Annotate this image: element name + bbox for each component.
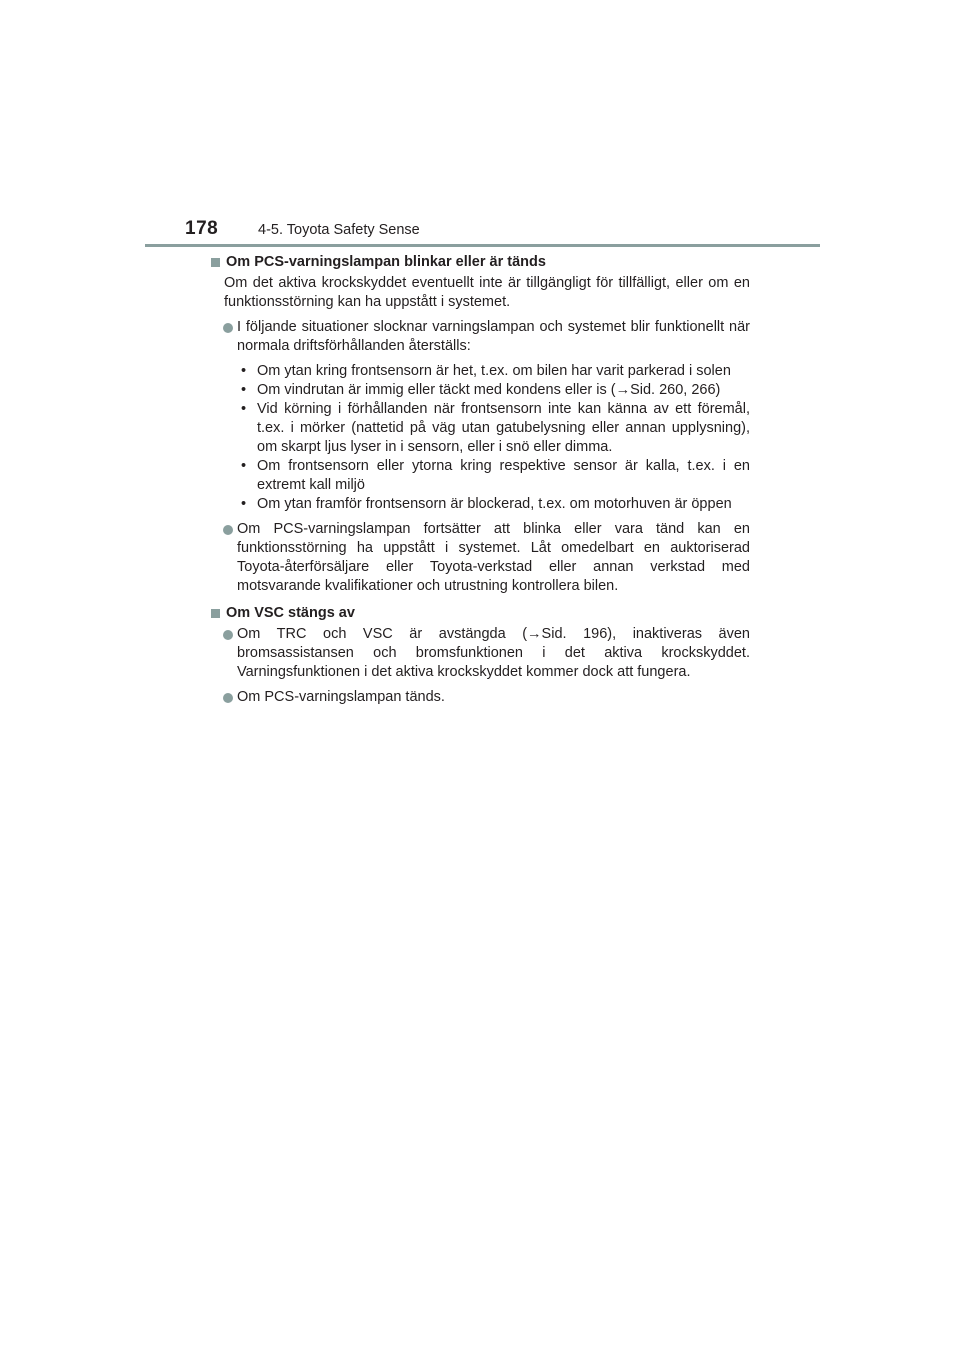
section-vsc-off	[210, 604, 750, 707]
list-item	[223, 520, 750, 596]
list-item	[223, 625, 750, 682]
section-pcs-warning-light	[210, 253, 750, 596]
sub-list-item	[241, 362, 750, 381]
sub-list-item-text: Om ytan framför frontsensorn är blockerad, t.ex. om motorhuven är öppen	[257, 496, 732, 512]
square-bullet-icon	[211, 258, 220, 267]
section-heading	[210, 253, 750, 272]
dot-bullet-icon: •	[241, 363, 247, 379]
circle-bullet-icon	[223, 323, 233, 333]
page-number: 178	[185, 218, 219, 239]
section-heading-text: Om VSC stängs av	[226, 605, 355, 621]
sub-list-item-text: Om frontsensorn eller ytorna kring respektive sensor är kalla, t.ex. i en extremt kall miljö	[257, 458, 750, 493]
list-item	[223, 688, 750, 707]
circle-bullet-icon	[223, 525, 233, 535]
sub-list-item-text: Om ytan kring frontsensorn är het, t.ex. om bilen har varit parkerad i solen	[257, 363, 731, 379]
section-heading	[210, 604, 750, 623]
dot-bullet-icon: •	[241, 458, 247, 474]
list-item-text: Om PCS-varningslampan tänds.	[237, 689, 445, 705]
sub-list-item	[241, 381, 750, 400]
sub-list-item	[241, 495, 750, 514]
sub-list-item	[241, 400, 750, 457]
page-content	[210, 253, 750, 715]
section-intro: Om det aktiva krockskyddet eventuellt inte är tillgängligt för tillfälligt, eller om en funktionsstörning kan ha uppstått i systemet.	[224, 275, 750, 310]
sub-list-item	[241, 457, 750, 495]
dot-bullet-icon: •	[241, 401, 247, 417]
circle-bullet-icon	[223, 630, 233, 640]
list-item-text: Om PCS-varningslampan fortsätter att blinka eller vara tänd kan en funktionsstörning ha uppstått i systemet. Låt omedelbart en auktoriserad Toyota-återförsäljare eller Toyota-verkstad eller annan verkstad med motsvarande kvalifikationer och utrustning kontrollera bilen.	[237, 521, 750, 594]
list-item	[223, 318, 750, 514]
section-title: 4-5. Toyota Safety Sense	[258, 222, 420, 238]
sub-list	[237, 362, 750, 514]
header-divider	[145, 244, 820, 247]
list-item-text: Om TRC och VSC är avstängda (→Sid. 196), inaktiveras även bromsassistansen och bromsfunktionen i det aktiva krockskyddet. Varningsfunktionen i det aktiva krockskyddet kommer dock att fungera.	[237, 626, 750, 680]
sub-list-item-text: Om vindrutan är immig eller täckt med kondens eller is (→Sid. 260, 266)	[257, 382, 721, 398]
square-bullet-icon	[211, 609, 220, 618]
section-heading-text: Om PCS-varningslampan blinkar eller är tänds	[226, 254, 546, 270]
circle-bullet-icon	[223, 693, 233, 703]
dot-bullet-icon: •	[241, 382, 247, 398]
sub-list-item-text: Vid körning i förhållanden när frontsensorn inte kan känna av ett föremål, t.ex. i mörker (nattetid på väg utan gatubelysning eller annan upplysning), om skarpt ljus lyser in i sensorn, eller i snö eller dimma.	[257, 401, 750, 455]
dot-bullet-icon: •	[241, 496, 247, 512]
list-item-text: I följande situationer slocknar varningslampan och systemet blir funktionellt när normala driftsförhållanden återställs:	[237, 319, 750, 354]
